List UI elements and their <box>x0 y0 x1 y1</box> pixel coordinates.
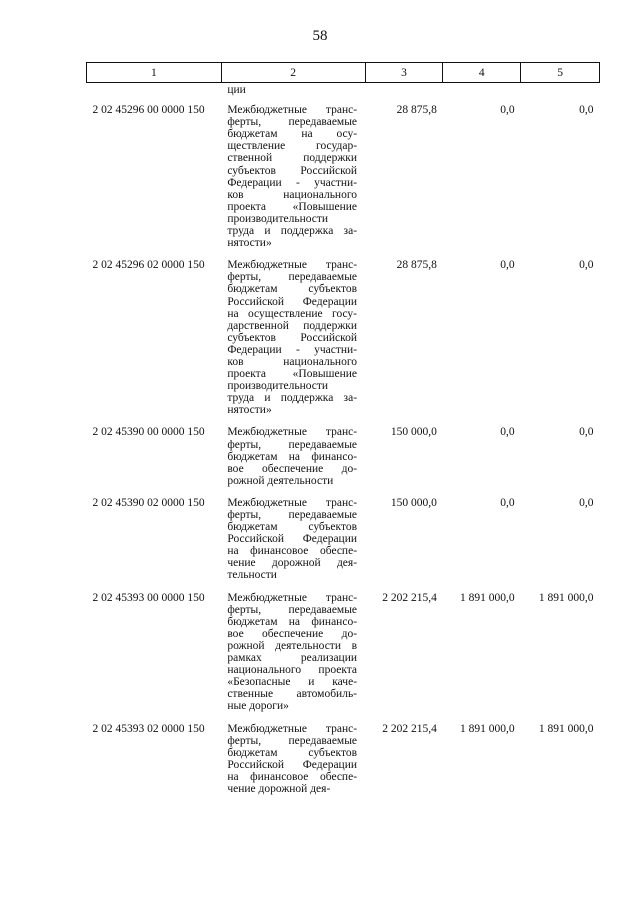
income-name-line: Российской Федерации <box>227 758 358 771</box>
amount-col-3: 28 875,8 <box>396 104 437 117</box>
budget-code: 2 02 45393 00 0000 150 <box>92 591 205 604</box>
income-name-line: рожной деятельности в <box>227 639 358 652</box>
column-header-4: 4 <box>443 63 521 83</box>
income-name-line: ственные автомобиль- <box>227 688 358 701</box>
page-number: 58 <box>312 28 328 44</box>
income-name-line: вое обеспечение до- <box>227 627 358 640</box>
income-name-line: рамках реализации <box>227 652 358 665</box>
income-name-line: на финансовое обеспе- <box>227 770 358 783</box>
income-name-line: труда и поддержка за- <box>227 225 358 238</box>
income-name-line: проекта «Повышение <box>227 368 358 381</box>
income-name-line: Межбюджетные транс- <box>227 426 358 439</box>
amount-col-4: 1 891 000,0 <box>460 591 515 604</box>
income-name-line: Межбюджетные транс- <box>227 722 358 735</box>
income-name-line: бюджетам на осу- <box>227 128 358 141</box>
income-name-line: ферты, передаваемые <box>227 438 358 451</box>
income-name-line: субъектов Российской <box>227 331 358 344</box>
income-name-line: производительности <box>227 380 329 393</box>
income-name-line: ков национального <box>227 188 358 201</box>
income-name-line: бюджетам субъектов <box>227 521 358 534</box>
amount-col-4: 0,0 <box>500 426 515 439</box>
income-name-line: ферты, передаваемые <box>227 116 358 129</box>
budget-code: 2 02 45296 02 0000 150 <box>92 259 205 272</box>
income-name-line: ков национального <box>227 355 358 368</box>
amount-col-4: 1 891 000,0 <box>460 722 515 735</box>
income-name-line: Межбюджетные транс- <box>227 259 358 272</box>
income-name-line: бюджетам субъектов <box>227 746 358 759</box>
income-name <box>221 96 365 251</box>
table-header <box>87 63 600 83</box>
amount-col-3: 150 000,0 <box>390 496 437 509</box>
income-name-line: ферты, передаваемые <box>227 734 358 747</box>
table-row <box>87 251 600 418</box>
amount-col-5: 0,0 <box>579 426 594 439</box>
income-name-line: Межбюджетные транс- <box>227 496 358 509</box>
continuation-text: ции <box>227 84 246 96</box>
table-row <box>87 96 600 251</box>
income-name-line: на финансовое обеспе- <box>227 545 358 558</box>
continuation-row <box>87 83 600 97</box>
income-name-line: труда и поддержка за- <box>227 392 358 405</box>
income-name-line: «Безопасные и каче- <box>227 676 358 689</box>
income-name-line: тельности <box>227 569 277 582</box>
amount-col-3: 2 202 215,4 <box>382 722 437 735</box>
income-name-line: ферты, передаваемые <box>227 271 358 284</box>
amount-col-4: 0,0 <box>500 496 515 509</box>
budget-code: 2 02 45390 00 0000 150 <box>92 426 205 439</box>
income-name-line: проекта «Повышение <box>227 200 358 213</box>
column-header-2: 2 <box>221 63 365 83</box>
budget-code: 2 02 45393 02 0000 150 <box>92 722 205 735</box>
income-name-line: на осуществление госу- <box>227 307 358 320</box>
income-name <box>221 715 365 798</box>
income-name <box>221 489 365 584</box>
income-name-line: субъектов Российской <box>227 164 358 177</box>
income-name-line: Межбюджетные транс- <box>227 591 358 604</box>
income-name-line: бюджетам на финансо- <box>227 450 358 463</box>
table-row <box>87 715 600 798</box>
column-header-3: 3 <box>365 63 443 83</box>
amount-col-5: 0,0 <box>579 496 594 509</box>
amount-col-4: 0,0 <box>500 259 515 272</box>
income-name-line: ществление государ- <box>227 140 358 153</box>
column-header-1: 1 <box>87 63 222 83</box>
amount-col-3: 2 202 215,4 <box>382 591 437 604</box>
income-name-line: дарственной поддержки <box>227 319 358 332</box>
income-name <box>221 251 365 418</box>
income-name-line: Межбюджетные транс- <box>227 104 358 117</box>
budget-code: 2 02 45296 00 0000 150 <box>92 104 205 117</box>
income-name-line: Федерации - участни- <box>227 176 358 189</box>
income-name-line: ферты, передаваемые <box>227 509 358 521</box>
amount-col-5: 1 891 000,0 <box>538 722 594 735</box>
amount-col-3: 28 875,8 <box>396 259 437 272</box>
amount-col-5: 0,0 <box>579 104 594 117</box>
income-name-line: нятости» <box>227 404 272 417</box>
table-row <box>87 418 600 488</box>
table-row <box>87 584 600 715</box>
income-name-line: нятости» <box>227 237 272 250</box>
income-name-line: Российской Федерации <box>227 533 358 546</box>
amount-col-3: 150 000,0 <box>390 426 437 439</box>
income-name-line: ственной поддержки <box>227 152 358 165</box>
budget-code: 2 02 45390 02 0000 150 <box>92 496 205 509</box>
income-name-line: Федерации - участни- <box>227 343 358 356</box>
amount-col-5: 1 891 000,0 <box>538 591 594 604</box>
income-name-line: национального проекта <box>227 664 358 677</box>
income-name-line: бюджетам на финансо- <box>227 615 358 628</box>
income-name-line: бюджетам субъектов <box>227 283 358 296</box>
income-name-line: чение дорожной дея- <box>227 557 358 570</box>
income-name-line: рожной деятельности <box>227 474 334 487</box>
income-name-line: Российской Федерации <box>227 295 358 308</box>
income-name-line: чение дорожной дея- <box>227 782 331 795</box>
income-name-line: ферты, передаваемые <box>227 603 358 616</box>
amount-col-5: 0,0 <box>579 259 594 272</box>
income-name <box>221 418 365 488</box>
income-name-line: производительности <box>227 212 329 225</box>
budget-table <box>86 62 600 797</box>
income-name-line: вое обеспечение до- <box>227 462 358 475</box>
column-header-5: 5 <box>521 63 600 83</box>
income-name <box>221 584 365 715</box>
income-name-line: ные дороги» <box>227 700 289 713</box>
amount-col-4: 0,0 <box>500 104 515 117</box>
table-row <box>87 489 600 584</box>
